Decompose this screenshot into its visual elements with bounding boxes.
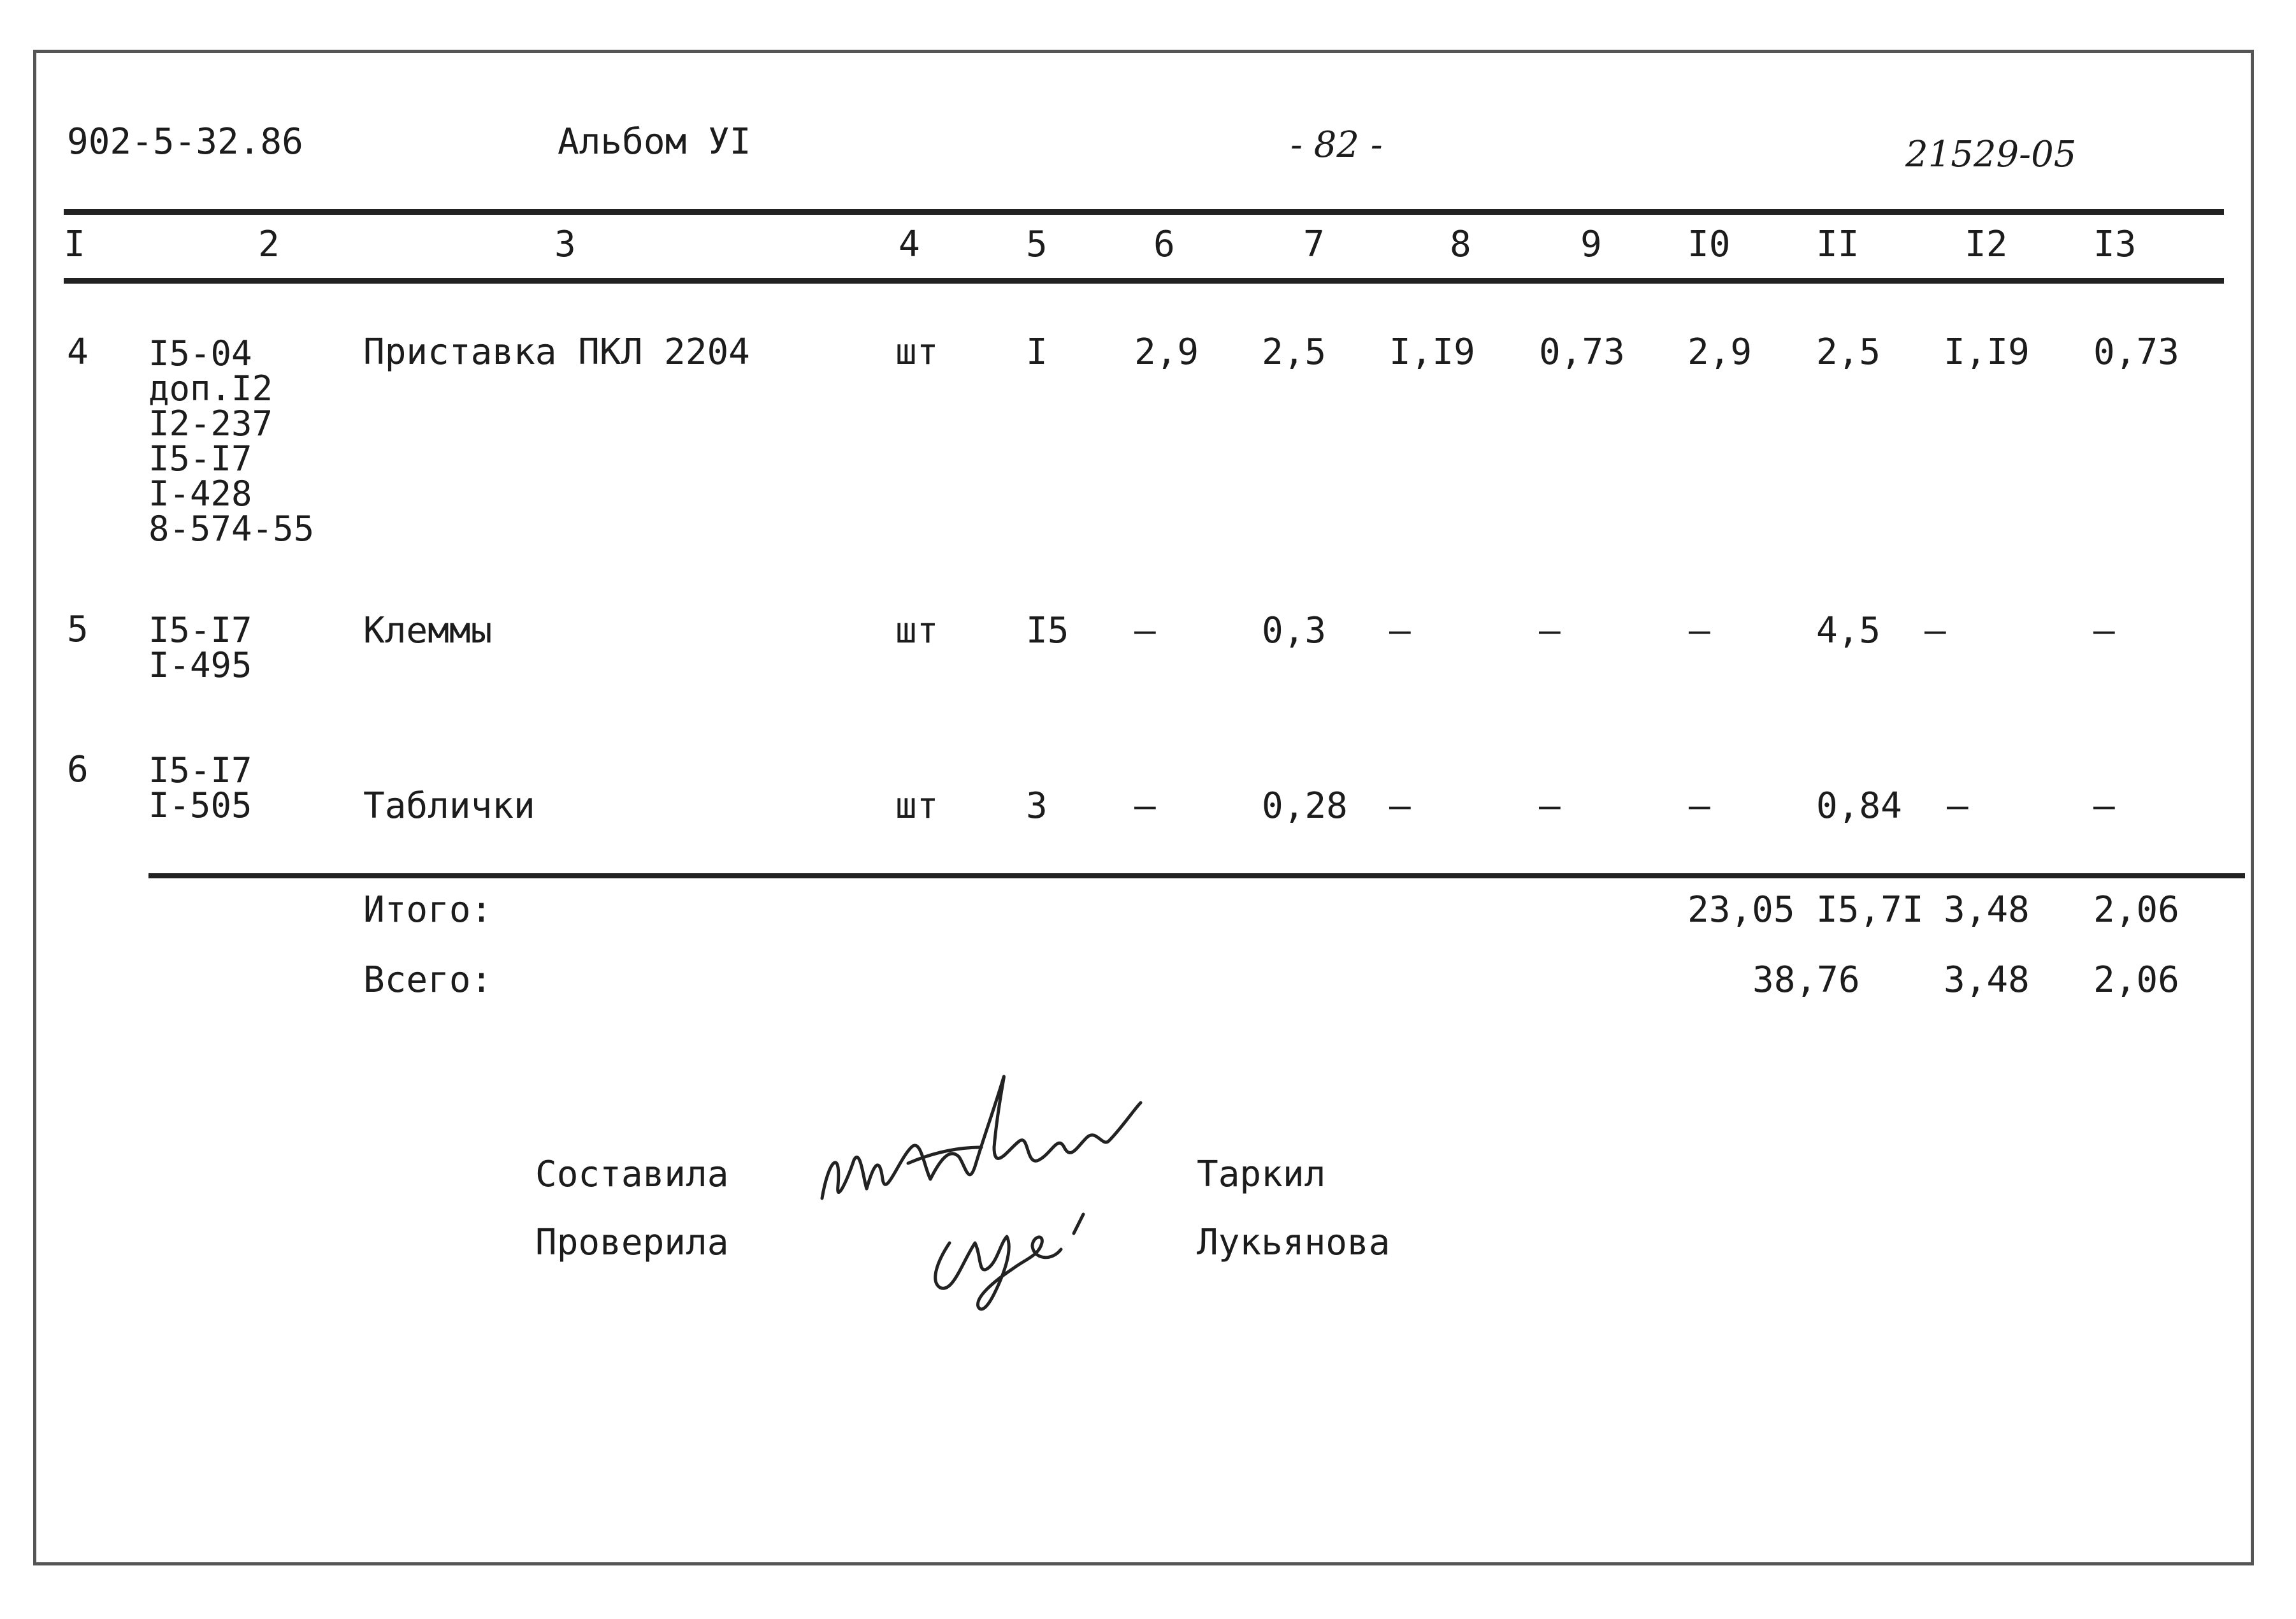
checked-name: Лукьянова — [1197, 1222, 1390, 1263]
row-code: 8-574-55 — [148, 509, 315, 549]
row-c10: – — [1689, 785, 1710, 827]
col-header-9: 9 — [1580, 224, 1602, 265]
row-name: Таблички — [363, 785, 535, 827]
row-number: 6 — [67, 749, 89, 790]
row-c10: – — [1689, 610, 1710, 651]
vsego-c12: 3,48 — [1944, 959, 2030, 1001]
col-header-10: I0 — [1687, 224, 1731, 265]
compiled-name: Таркил — [1197, 1154, 1326, 1195]
totals-rule — [148, 873, 2245, 878]
album-label: Альбом УI — [558, 121, 751, 163]
row-qty: I5 — [1026, 610, 1069, 651]
row-c7: 0,28 — [1262, 785, 1348, 827]
row-c9: – — [1539, 610, 1561, 651]
row-unit: шт — [895, 331, 939, 373]
row-name: Приставка ПКЛ 2204 — [363, 331, 750, 373]
col-header-2: 2 — [258, 224, 280, 265]
row-c13: – — [2093, 785, 2115, 827]
row-c7: 0,3 — [1262, 610, 1327, 651]
row-code: I-505 — [148, 785, 252, 825]
row-code: I-428 — [148, 474, 252, 514]
row-c13: 0,73 — [2093, 331, 2179, 373]
itogo-label: Итого: — [363, 889, 493, 931]
col-header-11: II — [1816, 224, 1859, 265]
doc-code: 902-5-32.86 — [67, 121, 303, 163]
itogo-c13: 2,06 — [2093, 889, 2179, 931]
row-c12: I,I9 — [1944, 331, 2030, 373]
col-header-3: 3 — [554, 224, 576, 265]
row-c8: – — [1389, 785, 1411, 827]
row-c6: – — [1134, 785, 1156, 827]
row-c8: I,I9 — [1389, 331, 1475, 373]
row-c9: 0,73 — [1539, 331, 1625, 373]
itogo-c11: I5,7I — [1816, 889, 1924, 931]
itogo-c10: 23,05 — [1687, 889, 1795, 931]
row-c6: – — [1134, 610, 1156, 651]
row-name: Клеммы — [363, 610, 493, 651]
col-header-1: I — [64, 224, 85, 265]
row-c13: – — [2093, 610, 2115, 651]
row-c11: 2,5 — [1816, 331, 1881, 373]
col-header-4: 4 — [899, 224, 920, 265]
checked-label: Проверила — [535, 1222, 729, 1263]
header-bottom-rule — [64, 278, 2224, 284]
row-unit: шт — [895, 785, 939, 827]
row-c7: 2,5 — [1262, 331, 1327, 373]
handwritten-signature — [803, 1052, 1160, 1319]
col-header-13: I3 — [2093, 224, 2137, 265]
inventory-number: 21529-05 — [1905, 134, 2077, 175]
vsego-label: Всего: — [363, 959, 493, 1001]
row-code: I5-I7 — [148, 610, 252, 650]
row-code: I5-04 — [148, 333, 252, 374]
row-c12: – — [1924, 610, 1946, 651]
row-code: I5-I7 — [148, 439, 252, 479]
row-code: I2-237 — [148, 403, 273, 444]
row-qty: 3 — [1026, 785, 1048, 827]
row-c9: – — [1539, 785, 1561, 827]
col-header-6: 6 — [1153, 224, 1175, 265]
row-c11: 0,84 — [1816, 785, 1902, 827]
row-c10: 2,9 — [1687, 331, 1752, 373]
col-header-8: 8 — [1450, 224, 1471, 265]
row-code: I-495 — [148, 645, 252, 685]
itogo-c12: 3,48 — [1944, 889, 2030, 931]
row-number: 4 — [67, 331, 89, 373]
table-top-rule — [64, 209, 2224, 215]
row-code: доп.I2 — [148, 368, 273, 409]
row-unit: шт — [895, 610, 939, 651]
col-header-12: I2 — [1965, 224, 2008, 265]
row-c6: 2,9 — [1134, 331, 1199, 373]
row-c8: – — [1389, 610, 1411, 651]
row-number: 5 — [67, 609, 89, 650]
row-c12: – — [1947, 785, 1968, 827]
page-number: - 82 - — [1290, 124, 1383, 166]
row-code: I5-I7 — [148, 750, 252, 790]
vsego-c13: 2,06 — [2093, 959, 2179, 1001]
row-c11: 4,5 — [1816, 610, 1881, 651]
row-qty: I — [1026, 331, 1048, 373]
col-header-5: 5 — [1026, 224, 1048, 265]
col-header-7: 7 — [1303, 224, 1325, 265]
vsego-c10-11: 38,76 — [1752, 959, 1860, 1001]
compiled-label: Составила — [535, 1154, 729, 1195]
